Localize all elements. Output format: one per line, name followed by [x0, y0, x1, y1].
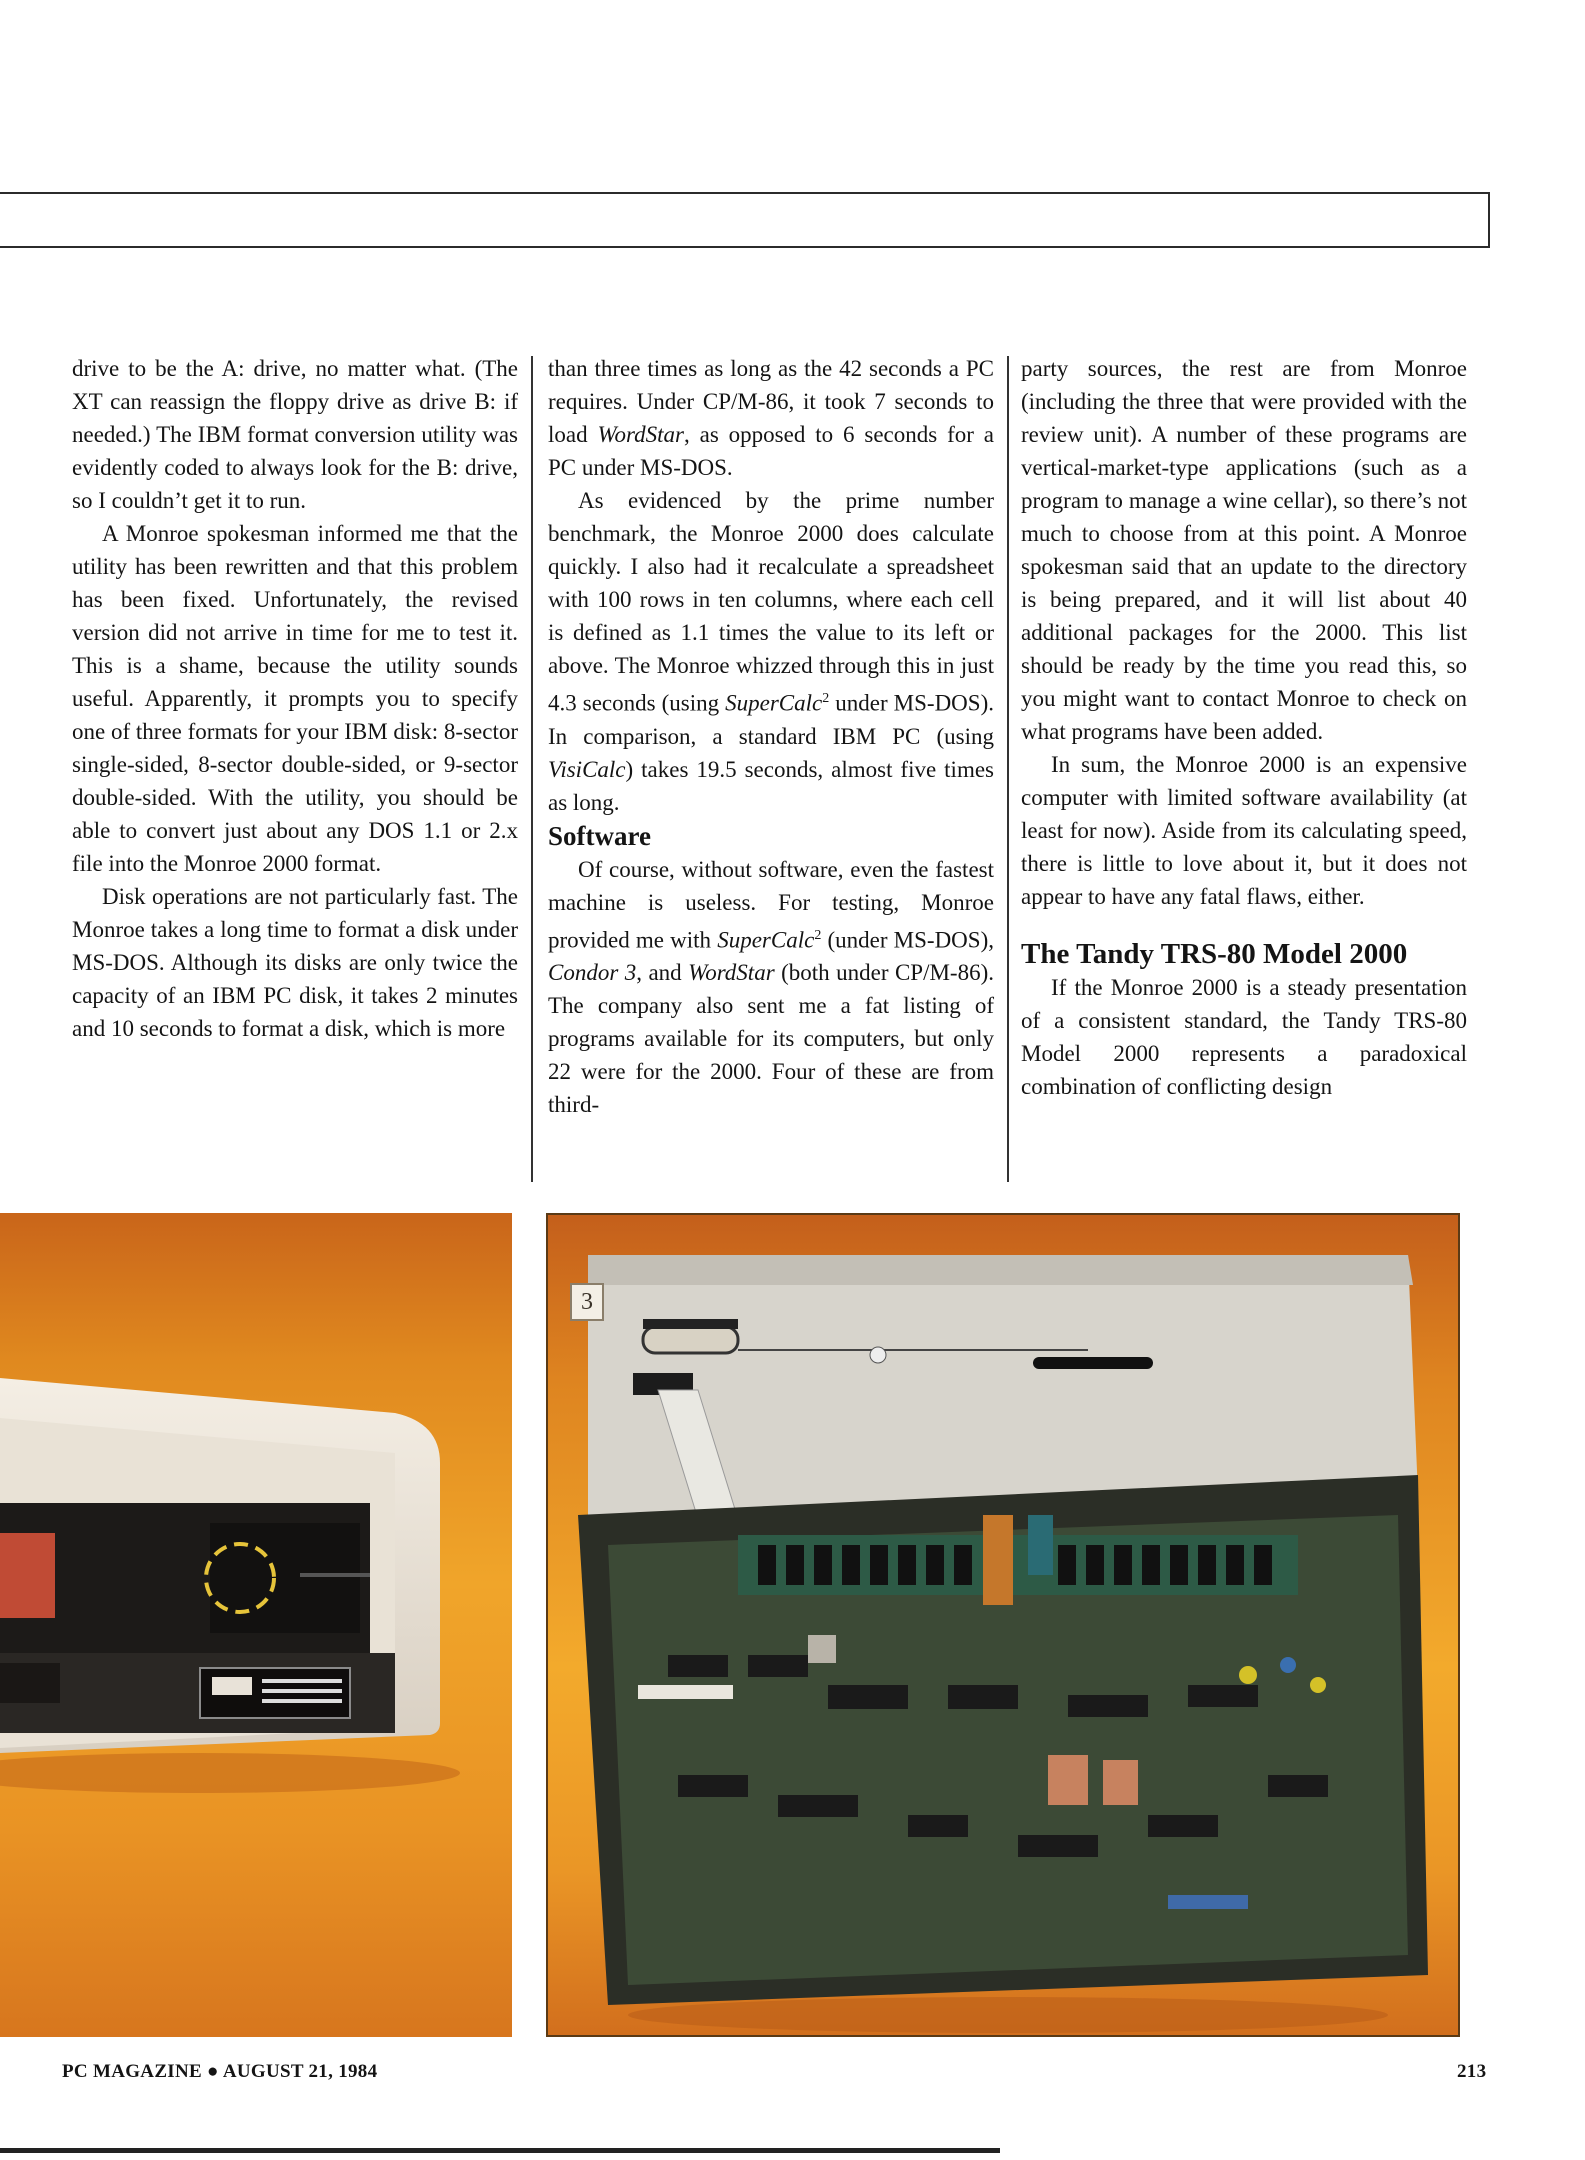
product-name: WordStar: [688, 960, 775, 986]
text-run: , as opposed to 6 seconds for a PC under MS-DOS.: [548, 422, 994, 480]
paragraph: A Monroe spokesman informed me that the utility has been rewritten and that this problem has been fixed. Unfortunately, the revised version did not arrive in time for me to test it. This is a shame, because the utility sounds useful. Apparently, it prompts you to specify one of three formats for your IBM disk: 8-sector single-sided, 8-sector double-sided, or 9-sector double-sided. With the utility, you should be able to convert just about any DOS 1.1 or 2.x file into the Monroe 2000 format.: [72, 521, 518, 876]
article-column-2: [548, 352, 994, 1121]
paragraph: If the Monroe 2000 is a steady presentation of a consistent standard, the Tandy TRS-80 Model 2000 represents a paradoxical combination of conflicting design: [1021, 975, 1467, 1099]
text-run: Of course, without software, even the fastest machine is useless. For testing, Monroe provided me with: [548, 856, 994, 953]
paragraph: drive to be the A: drive, no matter what. (The XT can reassign the floppy drive as drive B: if needed.) The IBM format conversion utility was evidently coded to always look for the B: drive, so I couldn’t get it to run.: [72, 356, 518, 513]
bottom-edge-bar: [0, 2148, 1000, 2153]
paragraph: party sources, the rest are from Monroe (including the three that were provided with the review unit). A number of these programs are vertical-market-type applications (such as a program to manage a wine cellar), so there’s not much to choose from at this point. A Monroe spokesman said that an update to the directory is being prepared, and it will list about 40 additional packages for the 2000. This list should be ready by the time you read this, so you might want to contact Monroe to check on what programs have been added.: [1021, 356, 1467, 744]
monroe-computer-photo: [0, 1213, 512, 2037]
paragraph: Disk operations are not particularly fast. The Monroe takes a long time to format a disk under MS-DOS. Although its disks are only twice the capacity of an IBM PC disk, it takes 2 minutes and 10 seconds to format a disk, which is more: [72, 884, 518, 1041]
product-name: SuperCalc: [725, 690, 823, 716]
product-name: WordStar: [597, 422, 684, 447]
section-heading-tandy: The Tandy TRS-80 Model 2000: [1021, 938, 1408, 970]
section-heading-software: Software: [548, 820, 651, 851]
monroe-computer-illustration: [0, 1213, 512, 2037]
superscript: 2: [822, 691, 830, 706]
paragraph: [548, 484, 994, 819]
tandy-internals-photo: [546, 1213, 1460, 2037]
text-run: ) takes 19.5 seconds, almost five times as long.: [548, 756, 994, 815]
paragraph: [548, 853, 994, 1122]
page-number: 213: [1457, 2061, 1487, 2082]
tandy-motherboard-illustration: [548, 1215, 1458, 2035]
article-column-3: [1021, 352, 1467, 1103]
product-name: VisiCalc: [548, 756, 626, 782]
column-rule: [531, 356, 533, 1182]
text-run: than three times as long as the 42 seconds a PC requires. Under CP/M-86, it took 7 seconds to load: [548, 356, 994, 447]
figure-number-label: 3: [570, 1283, 604, 1321]
footer-publication-date: PC MAGAZINE ● AUGUST 21, 1984: [62, 2061, 378, 2082]
text-run: As evidenced by the prime number benchmark, the Monroe 2000 does calculate quickly. I also had it recalculate a spreadsheet with 100 rows in ten columns, where each cell is defined as 1.1 times the value to its left or above. The Monroe whizzed through this in just 4.3 seconds (using: [548, 488, 994, 716]
text-run: (under MS-DOS),: [821, 927, 994, 953]
article-column-1: [72, 352, 518, 1045]
paragraph: [548, 352, 994, 484]
paragraph: In sum, the Monroe 2000 is an expensive computer with limited software availability (at least for now). Aside from its calculating speed, there is little to love about it, but it does not appear to have any fatal flaws, either.: [1021, 752, 1467, 909]
product-name: Condor 3: [548, 960, 637, 986]
text-run: (both under CP/M-86). The company also sent me a fat listing of programs available for its computers, but only 22 were for the 2000. Four of these are from third-: [548, 960, 994, 1118]
column-rule: [1007, 356, 1009, 1182]
product-name: SuperCalc: [717, 927, 815, 953]
text-run: under MS-DOS). In comparison, a standard IBM PC (using: [548, 690, 994, 749]
header-frame: [0, 192, 1490, 248]
superscript: 2: [814, 927, 822, 943]
text-run: , and: [636, 960, 689, 986]
